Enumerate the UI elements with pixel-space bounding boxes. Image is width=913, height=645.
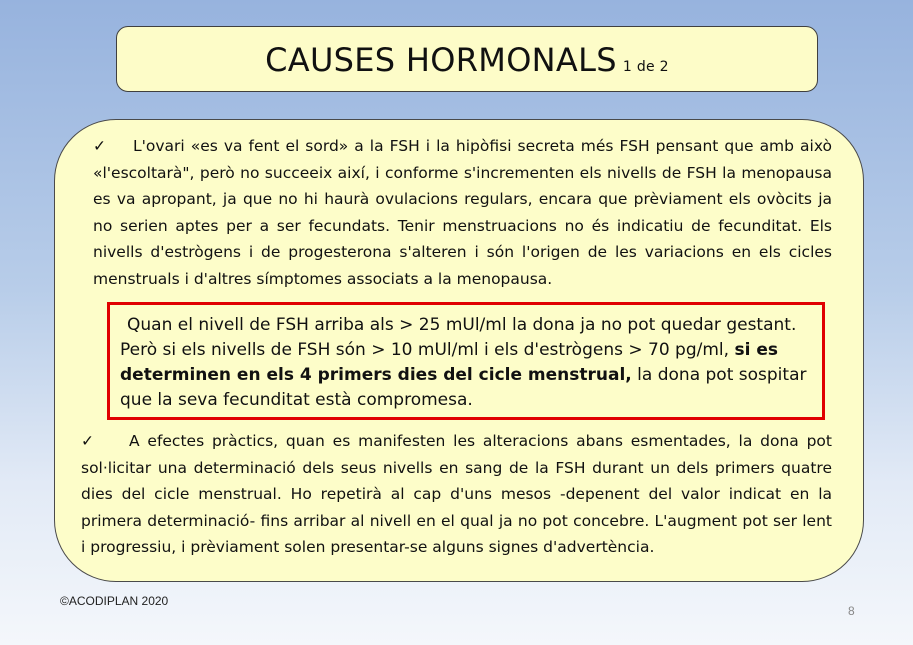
content-box [54, 119, 864, 582]
highlight-bold-text: si es determinen en els 4 primers dies del cicle menstrual, [120, 340, 778, 385]
slide-title-text: CAUSES HORMONALS [265, 41, 617, 79]
slide-title-page: 1 de 2 [622, 59, 669, 75]
highlight-box [107, 302, 825, 420]
highlight-normal-text: Però si els nivells de FSH són > 10 mUl/ml i els d'estrògens > 70 pg/ml, [120, 340, 735, 360]
slide-title [117, 41, 817, 79]
highlight-line-1: Quan el nivell de FSH arriba als > 25 mUl/ml la dona ja no pot quedar gestant. [127, 315, 797, 335]
page-number: 8 [848, 604, 855, 618]
paragraph-1 [93, 133, 832, 292]
highlight-end-text: la dona pot sospitar que la seva fecunditat està compromesa. [120, 365, 807, 410]
checkmark-icon: ✓ [93, 137, 106, 155]
checkmark-icon: ✓ [81, 432, 94, 450]
paragraph-2 [81, 428, 832, 561]
paragraph-2-text: A efectes pràctics, quan es manifesten les alteracions abans esmentades, la dona pot sol·licitar una determinació dels seus nivells en sang de la FSH durant un dels primers quatre dies del cicle menstrual. Ho repetirà al cap d'uns mesos -depenent del valor indicat en la primera determinació- fins arribar al nivell en el qual ja no pot concebre. L'augment pot ser lent i progressiu, i prèviament solen presentar-se alguns signes d'advertència. [81, 432, 832, 556]
paragraph-1-text: L'ovari «es va fent el sord» a la FSH i la hipòfisi secreta més FSH pensant que amb això «l'escoltarà", però no succeeix així, i conforme s'incrementen els nivells de FSH la menopausa es va apropant, ja que no hi haurà ovulacions regulars, encara que prèviament els ovòcits ja no serien aptes per a ser fecundats. Tenir menstruacions no és indicatiu de fecunditat. Els nivells d'estrògens i de progesterona s'alteren i són l'origen de les variacions en els cicles menstruals i d'altres símptomes associats a la menopausa. [93, 137, 832, 288]
highlight-text [120, 313, 812, 413]
highlight-paragraph [120, 338, 812, 413]
title-box [116, 26, 818, 92]
footer-copyright: ©ACODIPLAN 2020 [60, 594, 169, 608]
